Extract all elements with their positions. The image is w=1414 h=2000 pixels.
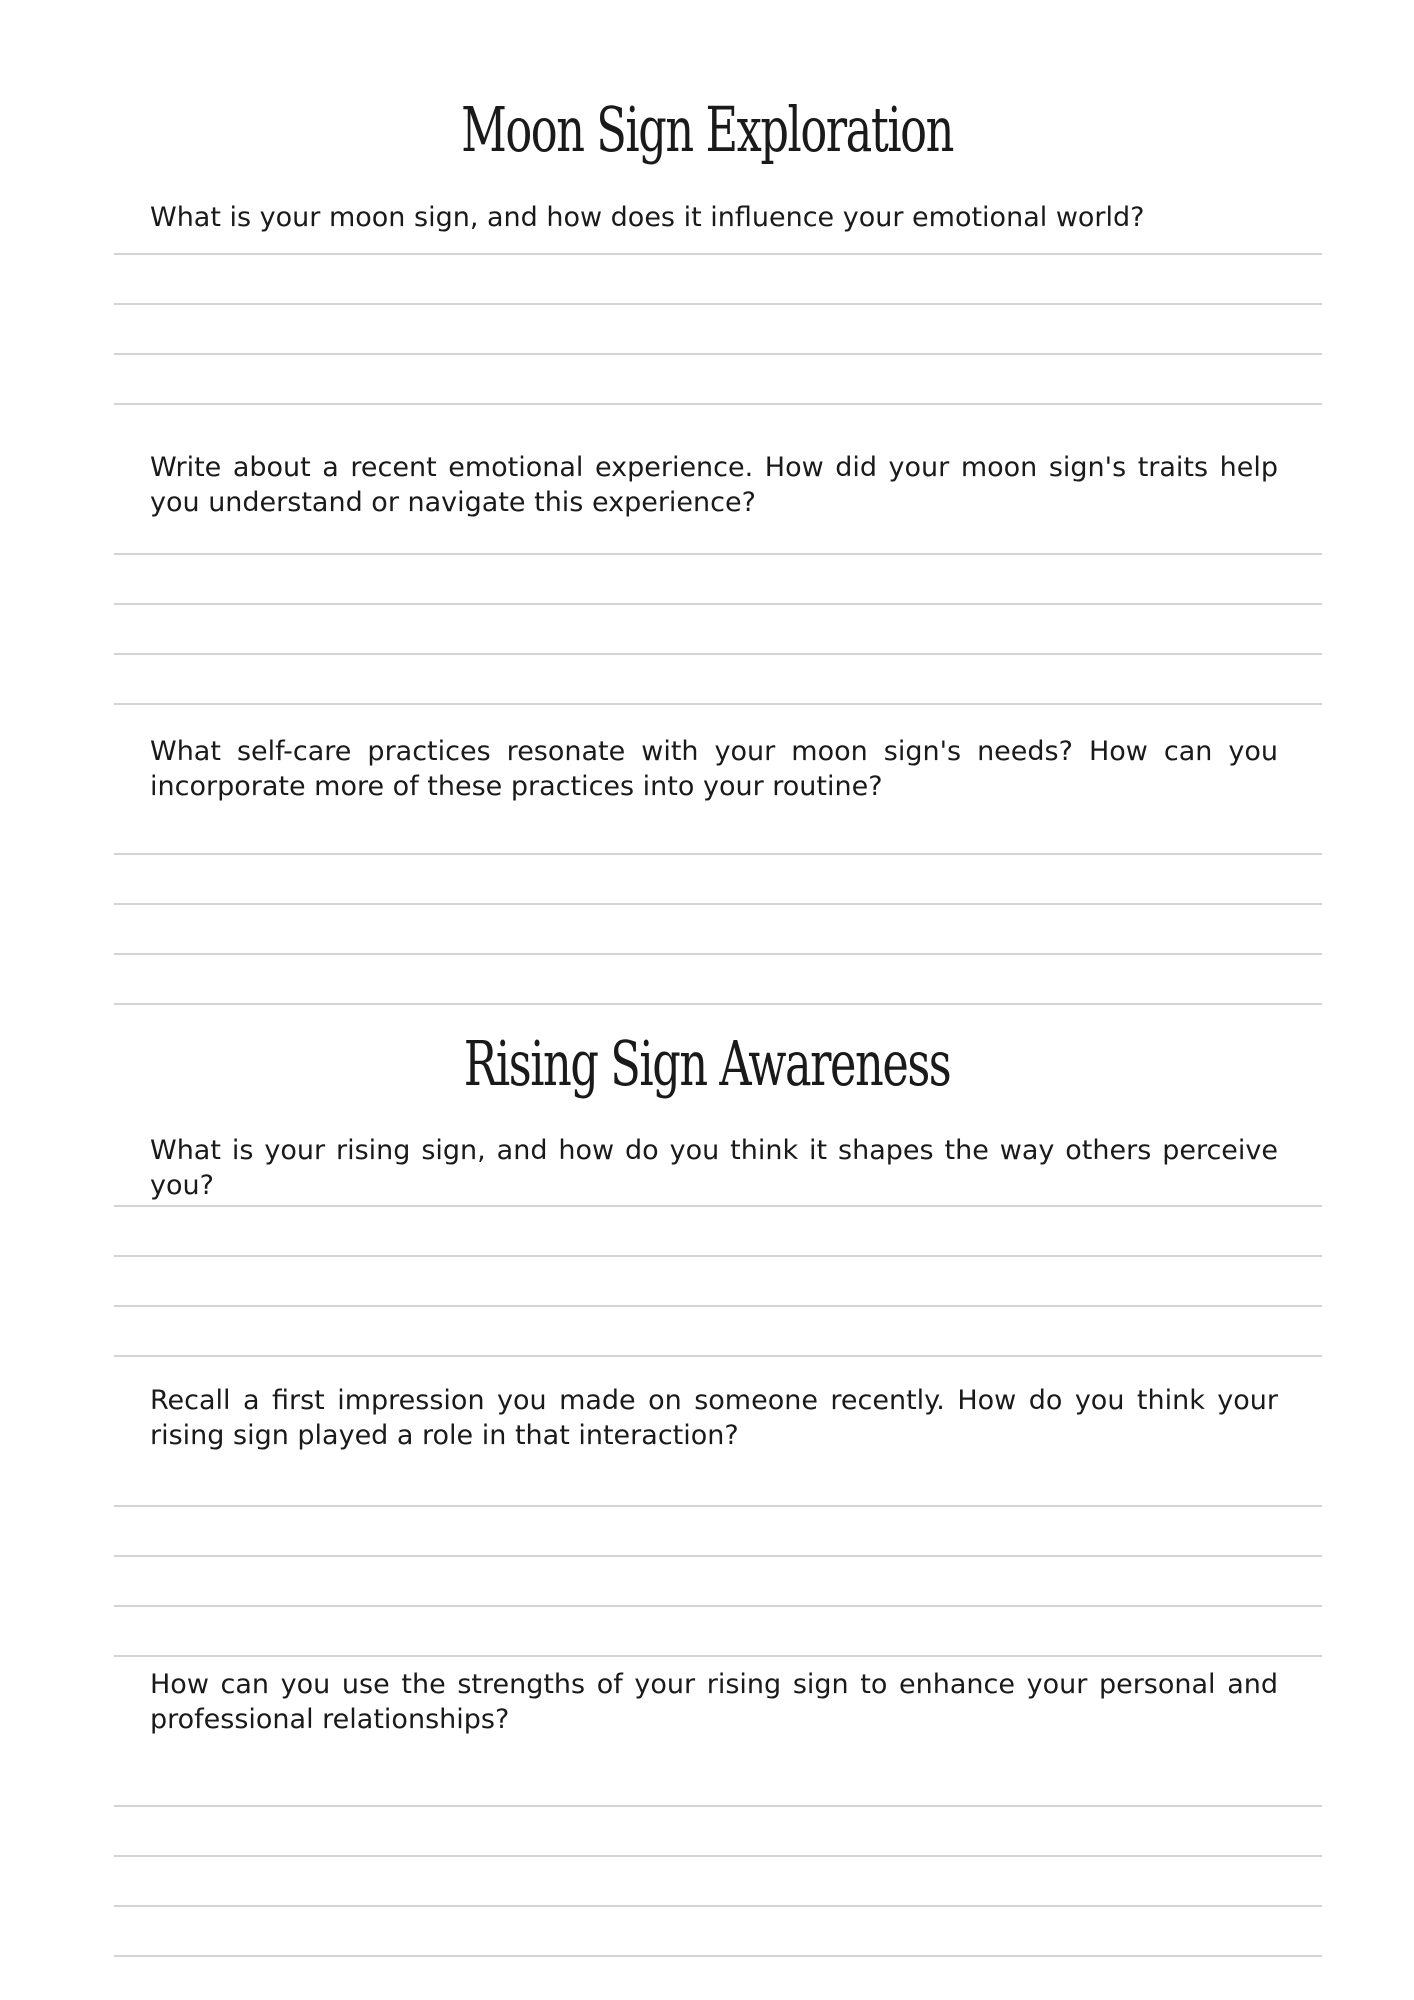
writing-line[interactable] — [114, 1905, 1322, 1907]
question-first-impression: Recall a first impression you made on someone recently. How do you think your rising sign played a role in that interaction? — [150, 1385, 1278, 1451]
writing-line[interactable] — [114, 1205, 1322, 1207]
writing-line[interactable] — [114, 853, 1322, 855]
writing-line[interactable] — [114, 1003, 1322, 1005]
writing-line[interactable] — [114, 1655, 1322, 1657]
writing-line[interactable] — [114, 253, 1322, 255]
writing-line[interactable] — [114, 353, 1322, 355]
writing-line[interactable] — [114, 1605, 1322, 1607]
writing-line[interactable] — [114, 553, 1322, 555]
question-recent-emotional-experience: Write about a recent emotional experience. How did your moon sign's traits help you understand or navigate this experience? — [150, 452, 1278, 518]
writing-line[interactable] — [114, 903, 1322, 905]
writing-line[interactable] — [114, 403, 1322, 405]
section-title-rising-sign: Rising Sign Awareness — [463, 1027, 951, 1100]
writing-line[interactable] — [114, 1555, 1322, 1557]
question-self-care-practices: What self-care practices resonate with your moon sign's needs? How can you incorporate more of these practices into your routine? — [150, 736, 1278, 802]
question-rising-sign-perception: What is your rising sign, and how do you think it shapes the way others perceive you? — [150, 1135, 1278, 1201]
question-moon-sign-influence: What is your moon sign, and how does it influence your emotional world? — [150, 202, 1145, 233]
writing-line[interactable] — [114, 1255, 1322, 1257]
writing-line[interactable] — [114, 653, 1322, 655]
writing-line[interactable] — [114, 303, 1322, 305]
writing-line[interactable] — [114, 1355, 1322, 1357]
writing-line[interactable] — [114, 1505, 1322, 1507]
writing-line[interactable] — [114, 603, 1322, 605]
writing-line[interactable] — [114, 953, 1322, 955]
writing-line[interactable] — [114, 703, 1322, 705]
question-rising-sign-strengths: How can you use the strengths of your rising sign to enhance your personal and professional relationships? — [150, 1669, 1278, 1735]
writing-line[interactable] — [114, 1855, 1322, 1857]
writing-line[interactable] — [114, 1305, 1322, 1307]
writing-line[interactable] — [114, 1955, 1322, 1957]
section-title-moon-sign: Moon Sign Exploration — [461, 93, 953, 166]
writing-line[interactable] — [114, 1805, 1322, 1807]
